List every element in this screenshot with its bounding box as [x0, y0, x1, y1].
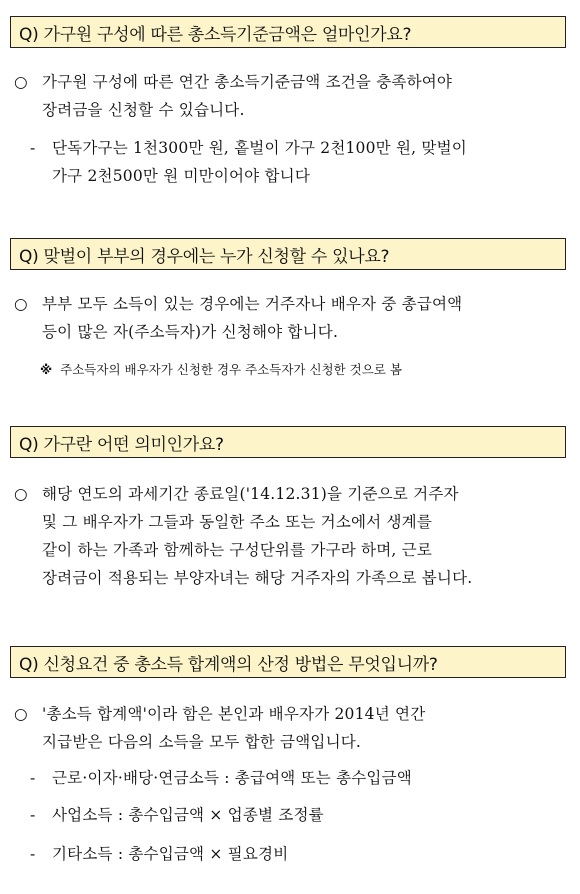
bullet-marker: ○ — [14, 485, 28, 503]
question-1-text: Q) 가구원 구성에 따른 총소득기준금액은 얼마인가요? — [19, 24, 412, 45]
answer-4-dash-1 — [30, 764, 562, 792]
answer-4-bullet — [14, 700, 564, 756]
answer-1-bullet — [14, 68, 564, 124]
question-1 — [10, 16, 566, 48]
dash-marker: - — [30, 806, 36, 824]
bullet-marker: ○ — [14, 295, 28, 313]
question-2 — [10, 238, 566, 270]
answer-1-dash-1-text: 단독가구는 1천300만 원, 홑벌이 가구 2천100만 원, 맞벌이 가구 2천500만 원 미만이어야 합니다 — [52, 139, 467, 185]
question-4 — [10, 646, 566, 678]
answer-4-text: '총소득 합계액'이라 함은 본인과 배우자가 2014년 연간 지급받은 다음의 소득을 모두 합한 금액입니다. — [42, 705, 426, 751]
answer-4-dash-3 — [30, 840, 562, 868]
answer-4-dash-3-text: 기타소득 : 총수입금액 × 필요경비 — [52, 845, 289, 863]
answer-2-note-text: 주소득자의 배우자가 신청한 경우 주소득자가 신청한 것으로 봄 — [60, 362, 402, 377]
question-2-text: Q) 맞벌이 부부의 경우에는 누가 신청할 수 있나요? — [19, 246, 390, 267]
answer-1-text: 가구원 구성에 따른 연간 총소득기준금액 조건을 충족하여야 장려금을 신청할 수 있습니다. — [42, 73, 453, 119]
bullet-marker: ○ — [14, 73, 28, 91]
question-4-text: Q) 신청요건 중 총소득 합계액의 산정 방법은 무엇입니까? — [19, 654, 438, 675]
bullet-marker: ○ — [14, 705, 28, 723]
question-3 — [10, 426, 566, 458]
dash-marker: - — [30, 845, 36, 863]
answer-1-dash-1 — [30, 134, 562, 190]
answer-3-bullet — [14, 480, 564, 592]
note-marker: ※ — [40, 362, 53, 377]
answer-4-dash-1-text: 근로·이자·배당·연금소득 : 총급여액 또는 총수입금액 — [52, 769, 412, 787]
answer-3-text: 해당 연도의 과세기간 종료일('14.12.31)을 기준으로 거주자 및 그 배우자가 그들과 동일한 주소 또는 거소에서 생계를 같이 하는 가족과 함께하는 구성단위를 가구라 하며, 근로 장려금이 적용되는 부양자녀는 해당 거주자의 가족으로 봅니다. — [42, 485, 473, 587]
dash-marker: - — [30, 769, 36, 787]
answer-2-note — [40, 360, 402, 380]
question-3-text: Q) 가구란 어떤 의미인가요? — [19, 434, 224, 455]
answer-4-dash-2-text: 사업소득 : 총수입금액 × 업종별 조정률 — [52, 806, 324, 824]
dash-marker: - — [30, 139, 36, 157]
answer-2-text: 부부 모두 소득이 있는 경우에는 거주자나 배우자 중 총급여액 등이 많은 자(주소득자)가 신청해야 합니다. — [42, 295, 463, 341]
answer-2-bullet — [14, 290, 564, 346]
answer-4-dash-2 — [30, 801, 562, 829]
